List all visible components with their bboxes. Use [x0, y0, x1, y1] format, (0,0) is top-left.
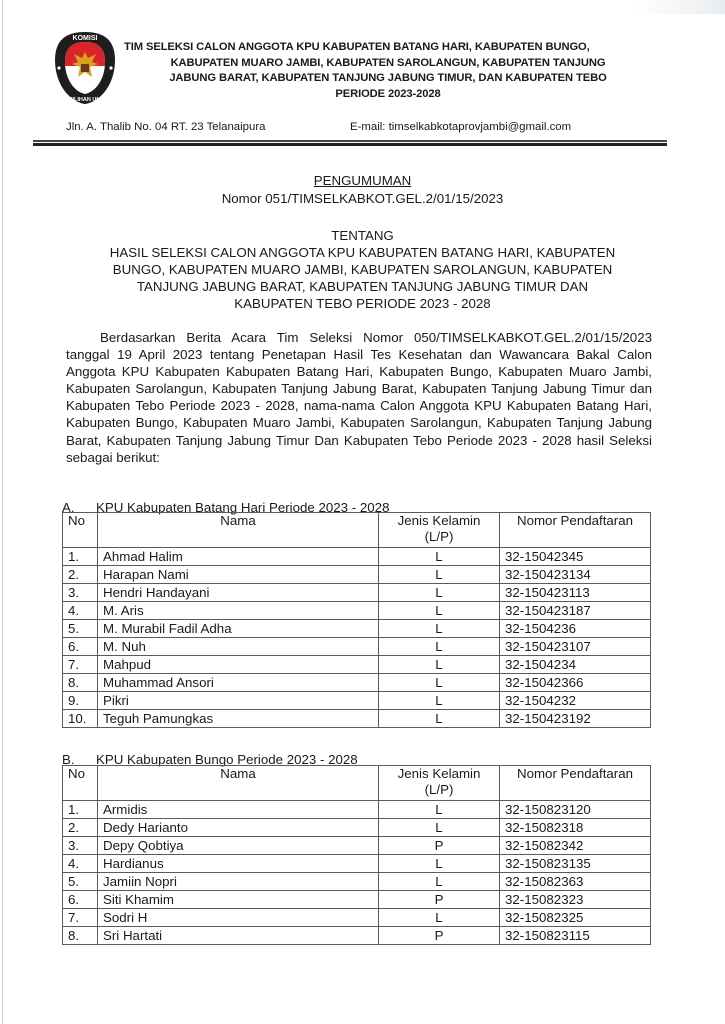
cell-no: 7.	[63, 656, 98, 674]
col-header-jenis-kelamin	[379, 766, 500, 801]
table-row	[63, 656, 651, 674]
cell-no: 9.	[63, 692, 98, 710]
col-header-jenis-kelamin	[379, 513, 500, 548]
col-header-nama: Nama	[98, 766, 379, 801]
about-line-4: KABUPATEN TEBO PERIODE 2023 - 2028	[234, 296, 491, 311]
cell-no: 7.	[63, 909, 98, 927]
cell-nomor: 32-150423113	[500, 584, 651, 602]
jk-header-line-2: (L/P)	[424, 782, 454, 797]
cell-jk: L	[379, 819, 500, 837]
cell-jk: L	[379, 548, 500, 566]
cell-nama: Armidis	[98, 801, 379, 819]
cell-nomor: 32-1504234	[500, 656, 651, 674]
letterhead-email: E-mail: timselkabkotaprovjambi@gmail.com	[350, 121, 572, 133]
table-header-row	[63, 513, 651, 548]
letterhead-line-3: JABUNG BARAT, KABUPATEN TANJUNG JABUNG TIMUR, DAN KABUPATEN TEBO	[169, 72, 607, 84]
cell-nomor: 32-1504236	[500, 620, 651, 638]
about-line-1: HASIL SELEKSI CALON ANGGOTA KPU KABUPATEN BATANG HARI, KABUPATEN	[109, 245, 616, 260]
table-row	[63, 927, 651, 945]
cell-jk: L	[379, 873, 500, 891]
cell-nama: Pikri	[98, 692, 379, 710]
announcement-about-label: TENTANG	[331, 228, 394, 243]
cell-no: 4.	[63, 602, 98, 620]
cell-no: 8.	[63, 927, 98, 945]
cell-jk: P	[379, 891, 500, 909]
cell-jk: L	[379, 566, 500, 584]
cell-no: 1.	[63, 801, 98, 819]
cell-jk: L	[379, 674, 500, 692]
cell-nama: Sodri H	[98, 909, 379, 927]
table-row	[63, 837, 651, 855]
table-row	[63, 855, 651, 873]
cell-nomor: 32-150423192	[500, 710, 651, 728]
cell-jk: L	[379, 692, 500, 710]
kpu-emblem-icon	[52, 30, 118, 106]
cell-nama: Siti Khamim	[98, 891, 379, 909]
cell-jk: L	[379, 710, 500, 728]
cell-no: 8.	[63, 674, 98, 692]
letterhead-line-2: KABUPATEN MUARO JAMBI, KABUPATEN SAROLANGUN, KABUPATEN TANJUNG	[170, 56, 606, 69]
letterhead-title	[118, 40, 658, 102]
cell-jk: L	[379, 909, 500, 927]
announcement-body: Berdasarkan Berita Acara Tim Seleksi Nomor 050/TIMSELKABKOT.GEL.2/01/15/2023 tanggal 19 April 2023 tentang Penetapan Hasil Tes Kesehatan dan Wawancara Bakal Calon Anggota KPU Kabupaten Kabupaten Batang Hari, Kabupaten Bungo, Kabupaten Muaro Jambi, Kabupaten Sarolangun, Kabupaten Tanjung Jabung Barat, Kabupaten Tanjung Jabung Timur dan Kabupaten Tebo Periode 2023 - 2028, nama-nama Calon Anggota KPU Kabupaten Batang Hari, Kabupaten Bungo, Kabupaten Muaro Jambi, Kabupaten Sarolangun, Kabupaten Tanjung Jabung Barat, Kabupaten Tanjung Jabung Timur Dan Kabupaten Tebo Periode 2023 - 2028 hasil Seleksi sebagai berikut:	[66, 330, 652, 465]
cell-jk: L	[379, 638, 500, 656]
cell-nomor: 32-15042345	[500, 548, 651, 566]
letterhead-rule-thin	[33, 140, 667, 142]
table-row	[63, 548, 651, 566]
cell-jk: L	[379, 656, 500, 674]
cell-nomor: 32-150823135	[500, 855, 651, 873]
cell-nomor: 32-15042366	[500, 674, 651, 692]
cell-nomor: 32-150423134	[500, 566, 651, 584]
cell-nomor: 32-150423107	[500, 638, 651, 656]
cell-nama: Hendri Handayani	[98, 584, 379, 602]
cell-nomor: 32-15082342	[500, 837, 651, 855]
cell-nomor: 32-15082318	[500, 819, 651, 837]
announcement-number: Nomor 051/TIMSELKABKOT.GEL.2/01/15/2023	[221, 191, 504, 206]
results-table-batang-hari	[62, 512, 651, 728]
table-row	[63, 620, 651, 638]
table-row	[63, 584, 651, 602]
about-line-2: BUNGO, KABUPATEN MUARO JAMBI, KABUPATEN SAROLANGUN, KABUPATEN	[112, 262, 613, 277]
cell-jk: L	[379, 620, 500, 638]
cell-no: 3.	[63, 584, 98, 602]
cell-nama: Teguh Pamungkas	[98, 710, 379, 728]
jk-header-line-2: (L/P)	[424, 529, 454, 544]
cell-nama: M. Nuh	[98, 638, 379, 656]
cell-no: 5.	[63, 620, 98, 638]
cell-nama: Hardianus	[98, 855, 379, 873]
cell-jk: P	[379, 837, 500, 855]
table-row	[63, 674, 651, 692]
cell-nomor: 32-1504232	[500, 692, 651, 710]
announcement-title: PENGUMUMAN	[313, 173, 412, 188]
letterhead-address: Jln. A. Thalib No. 04 RT. 23 Telanaipura	[66, 121, 266, 133]
cell-nomor: 32-150823115	[500, 927, 651, 945]
cell-jk: L	[379, 855, 500, 873]
scan-corner-shadow	[635, 0, 725, 14]
cell-nama: M. Aris	[98, 602, 379, 620]
cell-no: 2.	[63, 566, 98, 584]
scan-edge-line	[2, 0, 3, 1024]
cell-nama: Depy Qobtiya	[98, 837, 379, 855]
cell-jk: P	[379, 927, 500, 945]
cell-no: 6.	[63, 638, 98, 656]
section-label: KPU Kabupaten Bungo Periode 2023 - 2028	[96, 752, 358, 767]
cell-no: 3.	[63, 837, 98, 855]
section-letter: B.	[62, 752, 75, 767]
table-row	[63, 692, 651, 710]
cell-nomor: 32-150423187	[500, 602, 651, 620]
cell-no: 4.	[63, 855, 98, 873]
svg-text:PEMILIHAN UMUM: PEMILIHAN UMUM	[60, 97, 110, 103]
letterhead-rule-thick	[33, 143, 667, 146]
results-table-bungo	[62, 765, 651, 945]
section-letter: A.	[62, 500, 75, 515]
col-header-nama: Nama	[98, 513, 379, 548]
jk-header-line-1: Jenis Kelamin	[397, 513, 481, 528]
cell-nama: Sri Hartati	[98, 927, 379, 945]
table-row	[63, 909, 651, 927]
cell-no: 6.	[63, 891, 98, 909]
table-row	[63, 873, 651, 891]
table-row	[63, 801, 651, 819]
table-row	[63, 710, 651, 728]
table-row	[63, 638, 651, 656]
cell-nomor: 32-15082323	[500, 891, 651, 909]
about-line-3: TANJUNG JABUNG BARAT, KABUPATEN TANJUNG JABUNG TIMUR DAN	[136, 279, 589, 294]
cell-no: 2.	[63, 819, 98, 837]
table-row	[63, 602, 651, 620]
cell-jk: L	[379, 584, 500, 602]
cell-nama: Ahmad Halim	[98, 548, 379, 566]
cell-nama: Harapan Nami	[98, 566, 379, 584]
jk-header-line-1: Jenis Kelamin	[397, 766, 481, 781]
letterhead-line-4: PERIODE 2023-2028	[335, 87, 441, 100]
cell-nomor: 32-150823120	[500, 801, 651, 819]
table-row	[63, 891, 651, 909]
letterhead-line-1: TIM SELEKSI CALON ANGGOTA KPU KABUPATEN BATANG HARI, KABUPATEN BUNGO,	[124, 41, 590, 53]
cell-nama: Mahpud	[98, 656, 379, 674]
cell-nama: M. Murabil Fadil Adha	[98, 620, 379, 638]
cell-nomor: 32-15082325	[500, 909, 651, 927]
col-header-no: No	[63, 513, 98, 548]
cell-nomor: 32-15082363	[500, 873, 651, 891]
cell-no: 10.	[63, 710, 98, 728]
col-header-no: No	[63, 766, 98, 801]
table-row	[63, 566, 651, 584]
announcement-about	[0, 244, 725, 312]
cell-nama: Jamiin Nopri	[98, 873, 379, 891]
cell-jk: L	[379, 801, 500, 819]
cell-no: 5.	[63, 873, 98, 891]
col-header-nomor: Nomor Pendaftaran	[500, 766, 651, 801]
table-row	[63, 819, 651, 837]
cell-no: 1.	[63, 548, 98, 566]
table-header-row	[63, 766, 651, 801]
col-header-nomor: Nomor Pendaftaran	[500, 513, 651, 548]
cell-nama: Dedy Harianto	[98, 819, 379, 837]
cell-nama: Muhammad Ansori	[98, 674, 379, 692]
svg-text:KOMISI: KOMISI	[72, 35, 98, 42]
cell-jk: L	[379, 602, 500, 620]
section-label: KPU Kabupaten Batang Hari Periode 2023 - 2028	[96, 500, 390, 515]
